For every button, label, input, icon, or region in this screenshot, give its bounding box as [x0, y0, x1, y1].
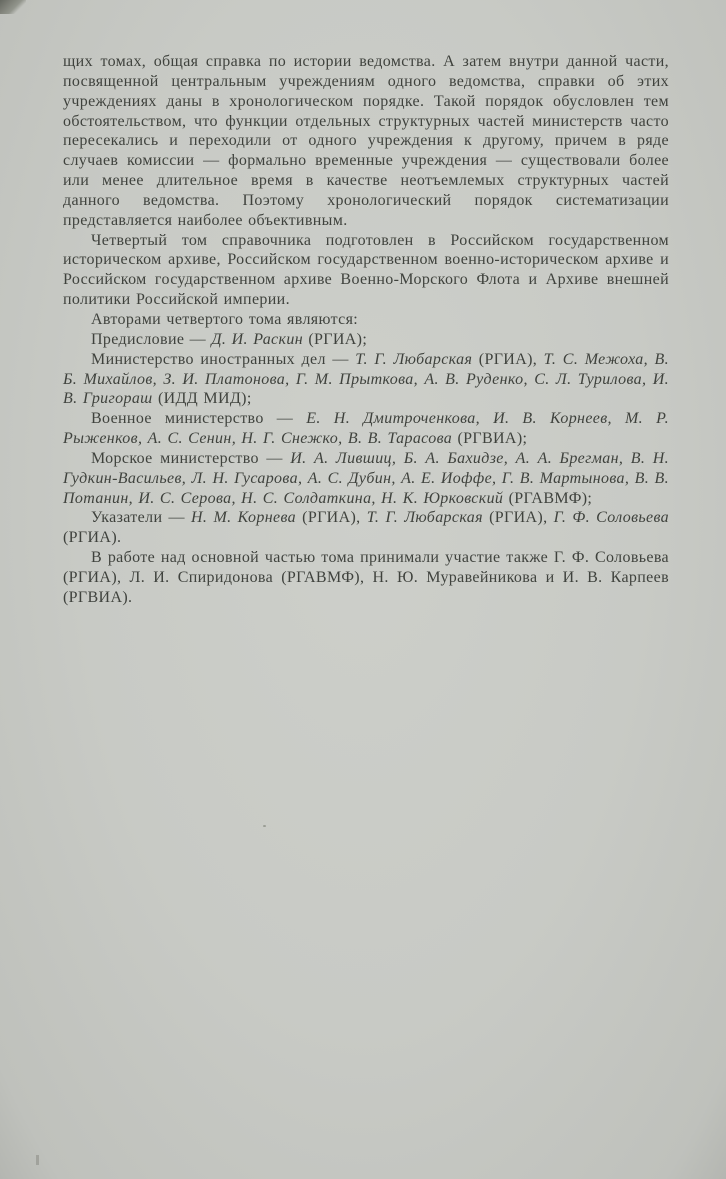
text-segment: (РГИА),: [482, 509, 554, 527]
text-segment: Четвертый том справочника подготовлен в Российском государственном историческом архиве, Российском государственном военно-историческом архиве и Российском государственном архиве Военно-Морского Флота и Архиве внешней политики Российской империи.: [63, 231, 669, 309]
text-segment: (РГИА),: [295, 509, 367, 527]
text-segment: (РГИА).: [63, 529, 122, 547]
author-names: Т. Г. Любарская: [355, 350, 473, 368]
author-names: И. А. Лившиц, Б. А. Бахидзе, А. А. Брегман, В. Н. Гудкин-Васильев, Л. Н. Гусарова, А. С. Дубин, А. Е. Иоффе, Г. В. Мартынова, В. В. Потанин, И. С. Серова, Н. С. Солдаткина, Н. К. Юрковский: [63, 449, 669, 507]
paragraph: [63, 449, 669, 509]
paragraph: [63, 310, 669, 330]
text-segment: (РГИА);: [302, 330, 368, 348]
text-segment: Авторами четвертого тома являются:: [91, 310, 359, 328]
text-segment: (РГАВМФ);: [503, 489, 593, 507]
paragraph: [63, 409, 669, 449]
paragraph: [63, 508, 669, 548]
scan-speck: [263, 825, 266, 827]
text-segment: Предисловие —: [91, 330, 212, 348]
paragraph: [63, 548, 669, 608]
author-names: Н. М. Корнева: [191, 509, 296, 527]
paragraph: [63, 231, 669, 310]
page-text: [63, 52, 669, 608]
paragraph: [63, 330, 669, 350]
author-names: Д. И. Раскин: [211, 330, 303, 348]
text-segment: (РГВИА);: [452, 430, 528, 448]
author-names: Т. Г. Любарская: [366, 509, 483, 527]
author-names: Е. Н. Дмитроченкова, И. В. Корнеев, М. Р. Рыженков, А. С. Сенин, Н. Г. Снежко, В. В. Тарасова: [63, 410, 669, 448]
paragraph: [63, 350, 669, 410]
text-segment: щих томах, общая справка по истории ведомства. А затем внутри данной части, посвященной центральным учреждениям одного ведомства, справки об этих учреждениях даны в хронологическом порядке. Такой порядок обусловлен тем обстоятельством, что функции отдельных структурных частей министерств часто пересекались и переходили от одного учреждения к другому, причем в ряде случаев комиссии — формально временные учреждения — существовали более или менее длительное время в качестве неотъемлемых структурных частей данного ведомства. Поэтому хронологический порядок систематизации представляется наиболее объективным.: [63, 53, 669, 229]
text-segment: Указатели —: [91, 509, 192, 527]
author-names: Т. С. Межоха, В. Б. Михайлов, З. И. Платонова, Г. М. Прыткова, А. В. Руденко, С. Л. Турилова, И. В. Григораш: [63, 350, 670, 408]
author-names: Г. Ф. Соловьева: [553, 509, 669, 527]
text-segment: (РГИА),: [472, 350, 544, 368]
paragraph: [63, 52, 669, 231]
text-segment: Военное министерство —: [91, 410, 307, 428]
scan-corner-artifact: [0, 0, 26, 14]
text-segment: В работе над основной частью тома принимали участие также Г. Ф. Соловьева (РГИА), Л. И. Спиридонова (РГАВМФ), Н. Ю. Муравейникова и И. В. Карпеев (РГВИА).: [63, 549, 669, 606]
text-segment: Министерство иностранных дел —: [91, 350, 356, 368]
scan-edge-artifact: [36, 1155, 39, 1165]
text-segment: Морское министерство —: [91, 449, 291, 467]
text-segment: (ИДД МИД);: [152, 390, 252, 408]
